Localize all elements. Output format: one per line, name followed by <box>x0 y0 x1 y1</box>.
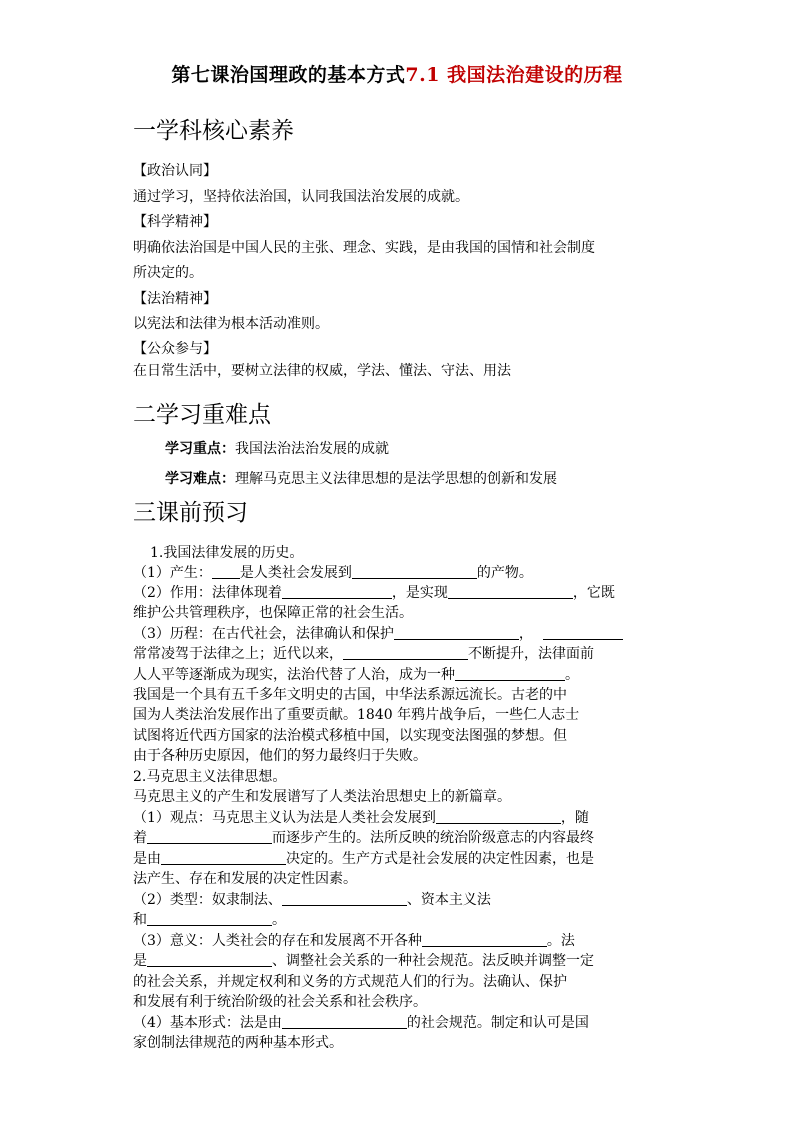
fill-blank[interactable] <box>448 584 573 599</box>
p-line-19: 和 。 <box>133 912 286 928</box>
key-text: 我国法治法治发展的成就 <box>235 441 389 457</box>
p-line-09: 国为人类法治发展作出了重要贡献。1840 年鸦片战争后，一些仁人志士 <box>133 707 580 723</box>
fill-blank[interactable] <box>282 1014 407 1029</box>
title-lesson: 7.1 我国法治建设的历程 <box>405 64 623 86</box>
p-line-12: 2.马克思主义法律思想。 <box>133 769 287 785</box>
p-line-13: 马克思主义的产生和发展谱写了人类法治思想史上的新篇章。 <box>133 789 511 805</box>
fill-blank[interactable] <box>212 564 240 579</box>
tag-law: 【法治精神】 <box>133 291 217 307</box>
section-heading-2: 二学习重难点 <box>133 402 271 428</box>
fill-blank[interactable] <box>422 932 547 947</box>
p-line-21: 是 、调整社会关系的一种社会规范。法反映并调整一定 <box>133 953 594 969</box>
diff-text: 理解马克思主义法律思想的是法学思想的创新和发展 <box>235 471 557 487</box>
text-public: 在日常生活中，要树立法律的权威，学法、懂法、守法、用法 <box>133 363 511 379</box>
fill-blank[interactable] <box>394 625 519 640</box>
text-science-2: 所决定的。 <box>133 265 203 281</box>
p-line-05: （3）历程：在古代社会，法律确认和保护 ， <box>133 623 623 643</box>
p-line-20: （3）意义：人类社会的存在和发展离不开各种 。法 <box>133 933 575 949</box>
tag-public: 【公众参与】 <box>133 341 217 357</box>
fill-blank[interactable] <box>147 829 272 844</box>
p-line-10: 试图将近代西方国家的法治模式移植中国，以实现变法图强的梦想。但 <box>133 728 567 744</box>
diff-label: 学习难点： <box>165 471 235 487</box>
p-line-14: （1）观点：马克思主义认为法是人类社会发展到 ，随 <box>133 810 589 826</box>
p-line-25: 家创制法律规范的两种基本形式。 <box>133 1035 343 1051</box>
tag-political: 【政治认同】 <box>133 163 217 179</box>
p-line-11: 由于各种历史原因，他们的努力最终归于失败。 <box>133 748 427 764</box>
p-line-01: 1.我国法律发展的历史。 <box>150 545 304 561</box>
p-line-16: 是由 决定的。生产方式是社会发展的决定性因素，也是 <box>133 851 594 867</box>
p-line-04: 维护公共管理秩序，也保障正常的社会生活。 <box>133 605 413 621</box>
p-line-24: （4）基本形式：法是由 的社会规范。制定和认可是国 <box>133 1015 589 1031</box>
key-label: 学习重点： <box>165 441 235 457</box>
p-line-15: 着 而逐步产生的。法所反映的统治阶级意志的内容最终 <box>133 830 594 846</box>
fill-blank[interactable] <box>147 952 272 967</box>
fill-blank[interactable] <box>343 645 468 660</box>
text-political: 通过学习，坚持依法治国，认同我国法治发展的成就。 <box>133 189 469 205</box>
fill-blank[interactable] <box>161 850 286 865</box>
p-line-08: 我国是一个具有五千多年文明史的古国，中华法系源远流长。古老的中 <box>133 687 567 703</box>
key-points <box>165 438 389 458</box>
p-line-03: （2）作用：法律体现着 ，是实现 ，它既 <box>133 585 615 601</box>
p-line-18: （2）类型：奴隶制法、 、资本主义法 <box>133 892 491 908</box>
text-science-1: 明确依法治国是中国人民的主张、理念、实践，是由我国的国情和社会制度 <box>133 240 595 256</box>
fill-blank[interactable] <box>455 666 565 681</box>
section-heading-1: 一学科核心素养 <box>133 118 294 144</box>
difficult-points <box>165 468 557 488</box>
p-line-02: （1）产生： 是人类社会发展到 的产物。 <box>133 565 533 581</box>
fill-blank[interactable] <box>147 911 272 926</box>
fill-blank[interactable] <box>282 584 392 599</box>
text-law: 以宪法和法律为根本活动准则。 <box>133 316 329 332</box>
p-line-06: 常常凌驾于法律之上；近代以来， 不断提升，法律面前 <box>133 646 594 662</box>
fill-blank[interactable] <box>282 891 407 906</box>
fill-blank[interactable] <box>436 809 561 824</box>
fill-blank[interactable] <box>352 564 477 579</box>
title-main: 第七课治国理政的基本方式 <box>171 64 406 86</box>
p-line-22: 的社会关系，并规定权利和义务的方式规范人们的行为。法确认、保护 <box>133 974 567 990</box>
page-title <box>0 60 794 87</box>
fill-blank[interactable] <box>543 625 623 640</box>
p-line-23: 和发展有利于统治阶级的社会关系和社会秩序。 <box>133 994 427 1010</box>
section-heading-3: 三课前预习 <box>133 500 248 526</box>
p-line-17: 法产生、存在和发展的决定性因素。 <box>133 871 357 887</box>
p-line-07: 人人平等逐渐成为现实，法治代替了人治，成为一种 。 <box>133 667 579 683</box>
tag-science: 【科学精神】 <box>133 214 217 230</box>
